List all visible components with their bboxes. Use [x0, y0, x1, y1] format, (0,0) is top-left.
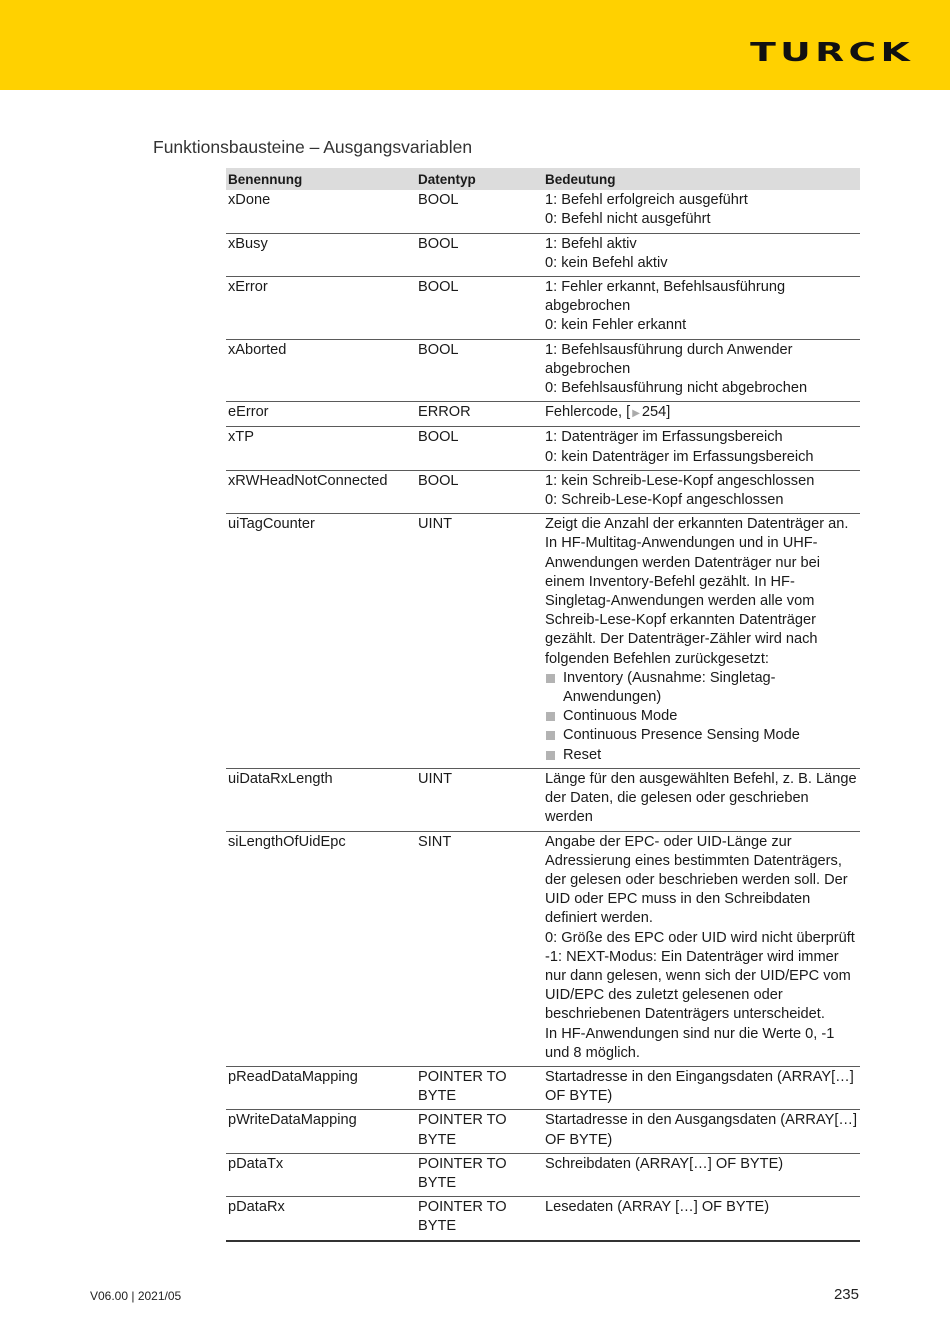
cell-description: [543, 427, 860, 470]
cell-name: xRWHeadNotConnected: [226, 470, 416, 513]
cell-description: [543, 190, 860, 233]
section-title: Funktionsbausteine – Ausgangsvariablen: [153, 137, 473, 157]
description-line: Schreibdaten (ARRAY[…] OF BYTE): [545, 1155, 784, 1172]
table-row: [226, 190, 860, 233]
table-row: [226, 402, 860, 427]
cell-type: UINT: [416, 768, 543, 831]
description-line: -1: NEXT-Modus: Ein Datenträger wird immer nur dann gelesen, wenn sich der UID/EPC vom UID/EPC des zuletzt gelesenen oder beschriebenen Datenträgers unterscheidet.: [545, 948, 851, 1023]
cell-description: [543, 1110, 860, 1153]
list-item-text: Inventory (Ausnahme: Singletag-Anwendungen): [563, 669, 776, 706]
table-row: [226, 1197, 860, 1241]
page-reference-icon: ▶: [632, 408, 640, 420]
header-datentyp: Datentyp: [416, 168, 543, 190]
document-version: V06.00 | 2021/05: [90, 1289, 182, 1303]
description-text: Zeigt die Anzahl der erkannten Datenträger an. In HF-Multitag-Anwendungen und in UHF-Anwendungen werden Datenträger nur bei einem Inventory-Befehl gezählt. In HF-Singletag-Anwendungen werden alle vom Schreib-Lese-Kopf erkannten Datenträger gezählt. Der Datenträger-Zähler wird nach folgenden Befehlen zurückgesetzt:: [545, 516, 849, 667]
list-item: [545, 746, 858, 765]
cell-type: BOOL: [416, 470, 543, 513]
description-line: 1: Befehl erfolgreich ausgeführt: [545, 192, 748, 209]
ref-prefix: Fehlercode, [: [545, 404, 631, 421]
table-row: [226, 1110, 860, 1153]
cell-type: POINTER TO BYTE: [416, 1066, 543, 1109]
cell-description: [543, 1153, 860, 1196]
cell-type: BOOL: [416, 277, 543, 340]
page-number: 235: [833, 1286, 859, 1303]
cell-description: [543, 514, 860, 769]
bullet-square-icon: [546, 731, 555, 740]
turck-logo: TURCK: [749, 38, 914, 68]
description-line: Startadresse in den Ausgangsdaten (ARRAY[…] OF BYTE): [545, 1112, 858, 1148]
header-bar: [0, 0, 950, 90]
cell-name: xDone: [226, 190, 416, 233]
table-row: [226, 1066, 860, 1109]
list-item-text: Continuous Presence Sensing Mode: [563, 727, 800, 744]
list-item: [545, 669, 858, 707]
table-row: [226, 768, 860, 831]
description-line: 0: kein Befehl aktiv: [545, 254, 668, 271]
cell-type: BOOL: [416, 233, 543, 276]
description-line: 0: Größe des EPC oder UID wird nicht überprüft: [545, 929, 855, 946]
description-line: 1: Befehl aktiv: [545, 235, 637, 252]
cell-description: [543, 277, 860, 340]
list-item: [545, 707, 858, 726]
description-line: 0: Befehl nicht ausgeführt: [545, 211, 711, 228]
bullet-square-icon: [546, 712, 555, 721]
table-row: [226, 514, 860, 769]
cell-name: uiDataRxLength: [226, 768, 416, 831]
cell-type: BOOL: [416, 427, 543, 470]
cell-name: xTP: [226, 427, 416, 470]
description-line: 0: kein Datenträger im Erfassungsbereich: [545, 448, 814, 465]
list-item-text: Reset: [563, 746, 602, 763]
cell-type: ERROR: [416, 402, 543, 427]
table-row: [226, 277, 860, 340]
list-item: [545, 726, 858, 745]
description-line: Startadresse in den Eingangsdaten (ARRAY[…] OF BYTE): [545, 1068, 854, 1105]
reset-commands-list: [545, 669, 858, 765]
cell-name: xBusy: [226, 233, 416, 276]
cell-type: BOOL: [416, 190, 543, 233]
cell-type: POINTER TO BYTE: [416, 1197, 543, 1241]
description-line: Länge für den ausgewählten Befehl, z. B. Länge der Daten, die gelesen oder geschrieben werden: [545, 770, 857, 826]
description-line: 1: kein Schreib-Lese-Kopf angeschlossen: [545, 472, 815, 489]
cell-name: uiTagCounter: [226, 514, 416, 769]
cell-name: pDataTx: [226, 1153, 416, 1196]
cell-description: [543, 470, 860, 513]
cell-type: UINT: [416, 514, 543, 769]
table-row: [226, 233, 860, 276]
table-row: [226, 470, 860, 513]
cell-description: [543, 1197, 860, 1241]
description-line: 1: Datenträger im Erfassungsbereich: [545, 429, 783, 446]
cell-name: siLengthOfUidEpc: [226, 831, 416, 1066]
cell-description: [543, 402, 860, 427]
table-row: [226, 339, 860, 402]
description-line: 1: Befehlsausführung durch Anwender abgebrochen: [545, 341, 793, 377]
table-row: [226, 427, 860, 470]
output-variables-table: [226, 168, 860, 1242]
bullet-square-icon: [546, 751, 555, 760]
cell-name: eError: [226, 402, 416, 427]
table-header-row: [226, 168, 860, 190]
description-line: In HF-Anwendungen sind nur die Werte 0, -1 und 8 möglich.: [545, 1025, 835, 1061]
description-line: 0: Schreib-Lese-Kopf angeschlossen: [545, 492, 784, 509]
header-bedeutung: Bedeutung: [543, 168, 860, 190]
cell-type: BOOL: [416, 339, 543, 402]
cell-name: pReadDataMapping: [226, 1066, 416, 1109]
description-line: 0: kein Fehler erkannt: [545, 317, 687, 334]
cell-type: POINTER TO BYTE: [416, 1153, 543, 1196]
cell-type: POINTER TO BYTE: [416, 1110, 543, 1153]
cell-name: pDataRx: [226, 1197, 416, 1241]
description-line: 1: Fehler erkannt, Befehlsausführung abgebrochen: [545, 279, 786, 315]
cell-name: xAborted: [226, 339, 416, 402]
cell-description: [543, 233, 860, 276]
cell-name: pWriteDataMapping: [226, 1110, 416, 1153]
cell-description: [543, 768, 860, 831]
cell-type: SINT: [416, 831, 543, 1066]
cell-description: [543, 831, 860, 1066]
bullet-square-icon: [546, 674, 555, 683]
list-item-text: Continuous Mode: [563, 708, 678, 725]
description-line: 0: Befehlsausführung nicht abgebrochen: [545, 380, 808, 397]
description-line: Lesedaten (ARRAY […] OF BYTE): [545, 1199, 770, 1216]
table-row: [226, 1153, 860, 1196]
description-line: Angabe der EPC- oder UID-Länge zur Adressierung eines bestimmten Datenträgers, der gelesen oder beschrieben werden soll. Der UID oder EPC muss in den Schreibdaten definiert werden.: [545, 833, 848, 927]
header-benennung: Benennung: [226, 168, 416, 190]
page-reference-link[interactable]: 254]: [641, 404, 671, 421]
cell-description: [543, 1066, 860, 1109]
table-row: [226, 831, 860, 1066]
cell-description: [543, 339, 860, 402]
cell-name: xError: [226, 277, 416, 340]
